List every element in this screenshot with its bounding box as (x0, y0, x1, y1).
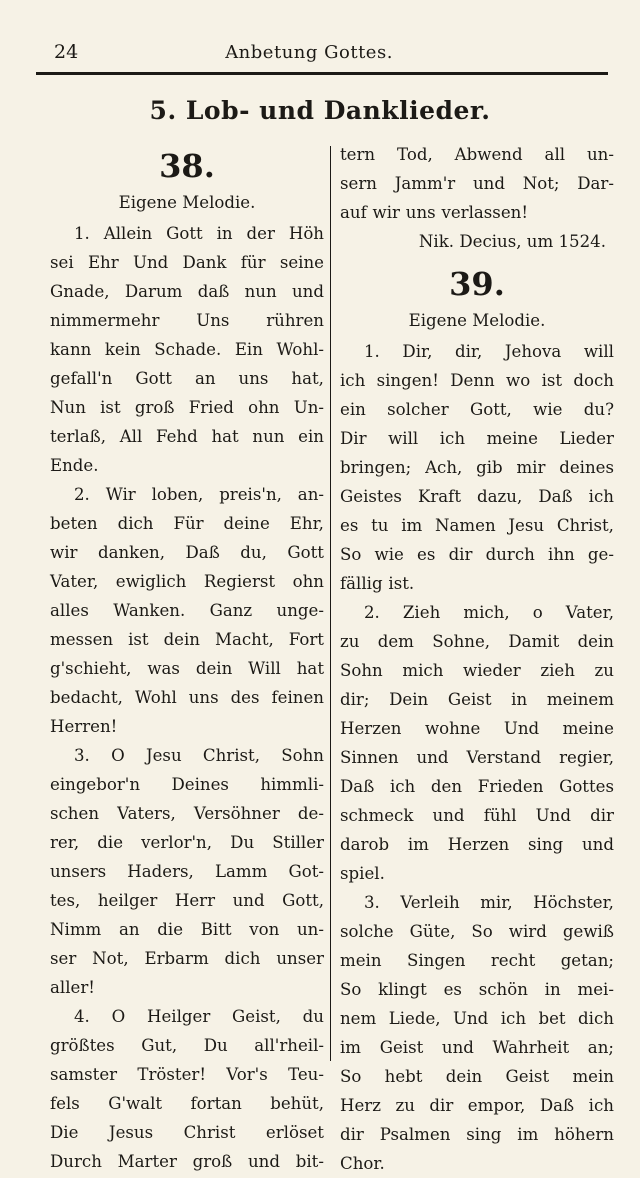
verse (50, 219, 324, 480)
text-line: 2. Zieh mich, o Vater, (364, 603, 614, 622)
text-line: 1. Allein Gott in der Höh (74, 224, 324, 243)
text-line: Sohn mich wieder zieh zu (340, 661, 614, 680)
text-line: So hebt dein Geist mein (340, 1067, 614, 1086)
text-line: fällig ist. (340, 574, 415, 593)
text-line: Dir will ich meine Lieder (340, 429, 614, 448)
text-line: Herzen wohne Und meine (340, 719, 614, 738)
melody-note: Eigene Melodie. (118, 193, 256, 212)
column-divider (330, 146, 331, 1061)
text-line: es tu im Namen Jesu Christ, (340, 516, 614, 535)
text-line: schen Vaters, Versöhner de- (50, 804, 324, 823)
text-line: bedacht, Wohl uns des feinen (50, 688, 324, 707)
section-title: 5. Lob- und Danklieder. (149, 96, 491, 125)
hymn-continuation (340, 140, 614, 227)
text-line: Geistes Kraft dazu, Daß ich (340, 487, 614, 506)
text-line: spiel. (340, 864, 385, 883)
text-line: Daß ich den Frieden Gottes (340, 777, 614, 796)
verse (340, 888, 614, 1178)
text-line: 3. Verleih mir, Höchster, (364, 893, 614, 912)
text-line: terlaß, All Fehd hat nun ein (50, 427, 324, 446)
text-line: Sinnen und Verstand regier, (340, 748, 614, 767)
text-line: Nimm an die Bitt von un- (50, 920, 324, 939)
text-line: größtes Gut, Du all'rheil- (50, 1036, 324, 1055)
page-number: 24 (54, 41, 79, 63)
text-line: 3. O Jesu Christ, Sohn (74, 746, 324, 765)
right-column (340, 140, 614, 1178)
hymn-verses (50, 219, 324, 1176)
text-line: beten dich Für deine Ehr, (50, 514, 324, 533)
hymn-verses (340, 337, 614, 1178)
melody-note: Eigene Melodie. (408, 311, 546, 330)
text-line: gefall'n Gott an uns hat, (50, 369, 324, 388)
verse (50, 1002, 324, 1176)
text-line: wir danken, Daß du, Gott (50, 543, 324, 562)
text-line: ser Not, Erbarm dich unser (50, 949, 324, 968)
text-line: mein Singen recht getan; (340, 951, 614, 970)
text-line: tern Tod, Abwend all un- (340, 145, 614, 164)
text-line: So wie es dir durch ihn ge- (340, 545, 614, 564)
text-line: dir; Dein Geist in meinem (340, 690, 614, 709)
text-line: Herren! (50, 717, 118, 736)
text-line: zu dem Sohne, Damit dein (340, 632, 614, 651)
text-line: Vater, ewiglich Regierst ohn (50, 572, 324, 591)
text-line: fels G'walt fortan behüt, (50, 1094, 324, 1113)
text-line: alles Wanken. Ganz unge- (50, 601, 324, 620)
hymn-number: 38. (159, 147, 215, 185)
text-line: auf wir uns verlassen! (340, 203, 529, 222)
text-line: rer, die verlor'n, Du Stiller (50, 833, 324, 852)
text-line: dir Psalmen sing im höhern (340, 1125, 614, 1144)
text-line: g'schieht, was dein Will hat (50, 659, 324, 678)
text-line: Herz zu dir empor, Daß ich (340, 1096, 614, 1115)
text-line: nimmermehr Uns rühren (50, 311, 324, 330)
running-title: Anbetung Gottes. (225, 41, 393, 63)
text-line: sern Jamm'r und Not; Dar- (340, 174, 614, 193)
text-line: Die Jesus Christ erlöset (50, 1123, 324, 1142)
text-line: ein solcher Gott, wie du? (340, 400, 614, 419)
left-column (50, 140, 324, 1176)
text-line: kann kein Schade. Ein Wohl- (50, 340, 324, 359)
text-line: messen ist dein Macht, Fort (50, 630, 324, 649)
text-line: Gnade, Darum daß nun und (50, 282, 324, 301)
text-line: So klingt es schön in mei- (340, 980, 614, 999)
text-line: im Geist und Wahrheit an; (340, 1038, 614, 1057)
text-line: darob im Herzen sing und (340, 835, 614, 854)
text-line: solche Güte, So wird gewiß (340, 922, 614, 941)
text-line: nem Liede, Und ich bet dich (340, 1009, 614, 1028)
header-rule (36, 72, 608, 75)
hymn-number: 39. (449, 265, 505, 303)
verse (50, 741, 324, 1002)
text-line: schmeck und fühl Und dir (340, 806, 614, 825)
text-line: 1. Dir, dir, Jehova will (364, 342, 614, 361)
verse (340, 337, 614, 598)
verse (340, 598, 614, 888)
text-line: samster Tröster! Vor's Teu- (50, 1065, 324, 1084)
text-line: Ende. (50, 456, 99, 475)
text-line: 4. O Heilger Geist, du (74, 1007, 324, 1026)
text-line: unsers Haders, Lamm Got- (50, 862, 324, 881)
text-line: ich singen! Denn wo ist doch (340, 371, 614, 390)
text-line: bringen; Ach, gib mir deines (340, 458, 614, 477)
text-line: sei Ehr Und Dank für seine (50, 253, 324, 272)
hymn-author: Nik. Decius, um 1524. (418, 232, 606, 251)
text-line: Nun ist groß Fried ohn Un- (50, 398, 324, 417)
text-line: Durch Marter groß und bit- (50, 1152, 324, 1171)
verse (50, 480, 324, 741)
text-line: eingebor'n Deines himmli- (50, 775, 324, 794)
text-line: tes, heilger Herr und Gott, (50, 891, 324, 910)
page-header (34, 34, 608, 70)
text-line: Chor. (340, 1154, 385, 1173)
text-line: aller! (50, 978, 95, 997)
text-line: 2. Wir loben, preis'n, an- (74, 485, 324, 504)
